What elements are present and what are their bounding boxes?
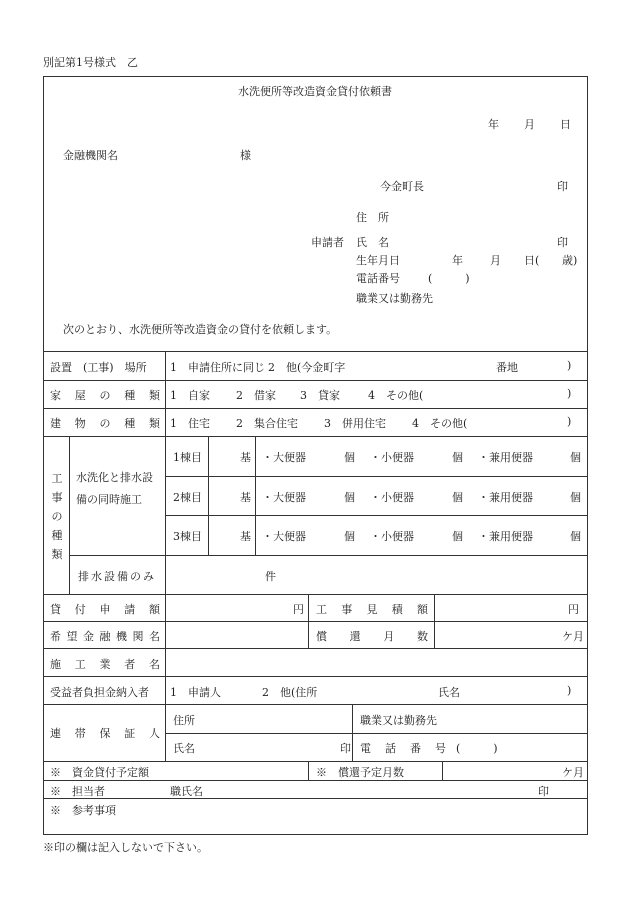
applicant-seal: 印	[557, 236, 568, 249]
bldg-1-kenyo: ・兼用便器	[478, 451, 533, 464]
building-opt2: 2 集合住宅	[236, 417, 298, 430]
bldg-3-ki: 基	[240, 530, 251, 543]
guarantor-phone-label: 電 話 番 号	[360, 742, 446, 755]
staff-seal: 印	[538, 785, 549, 798]
location-label: 設置 (工事) 場所	[50, 361, 147, 374]
staff-name-label: 職氏名	[170, 785, 203, 798]
bldg-2-ko-c: 個	[570, 491, 581, 504]
bldg-1-ko-c: 個	[570, 451, 581, 464]
bldg-2-kenyo: ・兼用便器	[478, 491, 533, 504]
guarantor-label: 連 帯 保 証 人	[50, 727, 160, 740]
bldg-2-daibenki: ・大便器	[262, 491, 306, 504]
preferred-bank-label: 希 望 金 融 機 関 名	[50, 630, 160, 643]
date-month: 月	[524, 118, 535, 131]
payer-opt1: 1 申請人	[170, 686, 221, 699]
phone-paren: ( )	[428, 272, 470, 285]
bldg-1: 1棟目	[173, 451, 202, 464]
footnote: ※印の欄は記入しないで下さい。	[43, 841, 208, 854]
staff-label: ※ 担当者	[50, 785, 105, 798]
repay-months-label: 償 還 月 数	[316, 630, 428, 643]
form-number: 別記第1号様式 乙	[43, 56, 138, 69]
guarantor-name-label: 氏名	[173, 742, 195, 755]
birth-month: 月	[490, 254, 501, 267]
repay-plan-label: ※ 償還予定月数	[316, 766, 404, 779]
building-opt3: 3 併用住宅	[324, 417, 386, 430]
date-day: 日	[560, 118, 571, 131]
applicant-name-label: 氏 名	[356, 236, 389, 249]
guarantor-phone-paren: ( )	[456, 742, 498, 755]
combined-work-label: 水洗化と排水設 備の同時施工	[76, 471, 153, 506]
mayor-label: 今金町長	[380, 180, 424, 193]
loan-plan-label: ※ 資金貸付予定額	[50, 766, 149, 779]
bldg-2: 2棟目	[173, 491, 202, 504]
notes-label: ※ 参考事項	[50, 804, 116, 817]
payer-name-label: 氏名	[438, 686, 460, 699]
house-opt3: 3 貸家	[300, 389, 340, 402]
guarantor-address-label: 住所	[173, 714, 195, 727]
bldg-3-daibenki: ・大便器	[262, 530, 306, 543]
bldg-1-daibenki: ・大便器	[262, 451, 306, 464]
payer-opt2: 2 他(住所	[262, 686, 318, 699]
contractor-label: 施 工 業 者 名	[50, 658, 160, 671]
estimate-yen: 円	[568, 603, 579, 616]
bldg-1-shobenki: ・小便器	[370, 451, 414, 464]
form-title: 水洗便所等改造資金貸付依頼書	[238, 85, 392, 98]
bldg-3-shobenki: ・小便器	[370, 530, 414, 543]
guarantor-job-label: 職業又は勤務先	[360, 714, 437, 727]
bldg-2-ko-a: 個	[344, 491, 355, 504]
bldg-1-ki: 基	[240, 451, 251, 464]
house-opt4: 4 その他(	[368, 389, 424, 402]
building-close: )	[567, 415, 572, 428]
bldg-1-ko-a: 個	[344, 451, 355, 464]
house-opt2: 2 借家	[236, 389, 276, 402]
bldg-3-ko-c: 個	[570, 530, 581, 543]
work-type-label: 工 事 の 種 類	[51, 472, 63, 561]
birth-year: 年	[452, 254, 463, 267]
guarantor-seal: 印	[340, 742, 351, 755]
drain-only-label: 排水設備のみ	[78, 570, 156, 583]
phone-label: 電話番号	[356, 272, 400, 285]
drain-count-unit: 件	[265, 570, 276, 583]
loan-yen: 円	[293, 603, 304, 616]
location-banchi: 番地	[496, 361, 518, 374]
honorific: 様	[240, 149, 251, 162]
date-year: 年	[488, 118, 499, 131]
applicant-label: 申請者	[311, 236, 344, 249]
payer-label: 受益者負担金納入者	[50, 686, 149, 699]
location-opt1: 1 申請住所に同じ	[170, 361, 265, 374]
bldg-2-ki: 基	[240, 491, 251, 504]
mayor-seal: 印	[557, 180, 568, 193]
bldg-3-ko-b: 個	[452, 530, 463, 543]
request-text: 次のとおり、水洗便所等改造資金の貸付を依頼します。	[63, 323, 338, 336]
bldg-2-ko-b: 個	[452, 491, 463, 504]
house-label: 家 屋 の 種 類	[50, 389, 160, 402]
birth-age: 歳)	[562, 254, 578, 267]
building-opt4: 4 その他(	[412, 417, 468, 430]
bldg-3: 3棟目	[173, 530, 202, 543]
repay-months-unit: ケ月	[562, 630, 584, 643]
bldg-1-ko-b: 個	[452, 451, 463, 464]
bldg-2-shobenki: ・小便器	[370, 491, 414, 504]
bldg-3-ko-a: 個	[344, 530, 355, 543]
loan-amount-label: 貸 付 申 請 額	[50, 603, 160, 616]
location-opt2: 2 他(今金町字	[268, 361, 346, 374]
house-close: )	[567, 387, 572, 400]
bldg-3-kenyo: ・兼用便器	[478, 530, 533, 543]
house-opt1: 1 自家	[170, 389, 210, 402]
birth-label: 生年月日	[356, 254, 400, 267]
applicant-address-label: 住 所	[356, 211, 389, 224]
bank-name-label: 金融機関名	[63, 149, 118, 162]
repay-plan-unit: ケ月	[562, 766, 584, 779]
building-opt1: 1 住宅	[170, 417, 210, 430]
estimate-label: 工 事 見 積 額	[316, 603, 428, 616]
birth-day: 日(	[524, 254, 540, 267]
payer-close: )	[567, 684, 572, 697]
building-label: 建 物 の 種 類	[50, 417, 160, 430]
job-label: 職業又は勤務先	[356, 292, 433, 305]
location-close: )	[567, 359, 572, 372]
